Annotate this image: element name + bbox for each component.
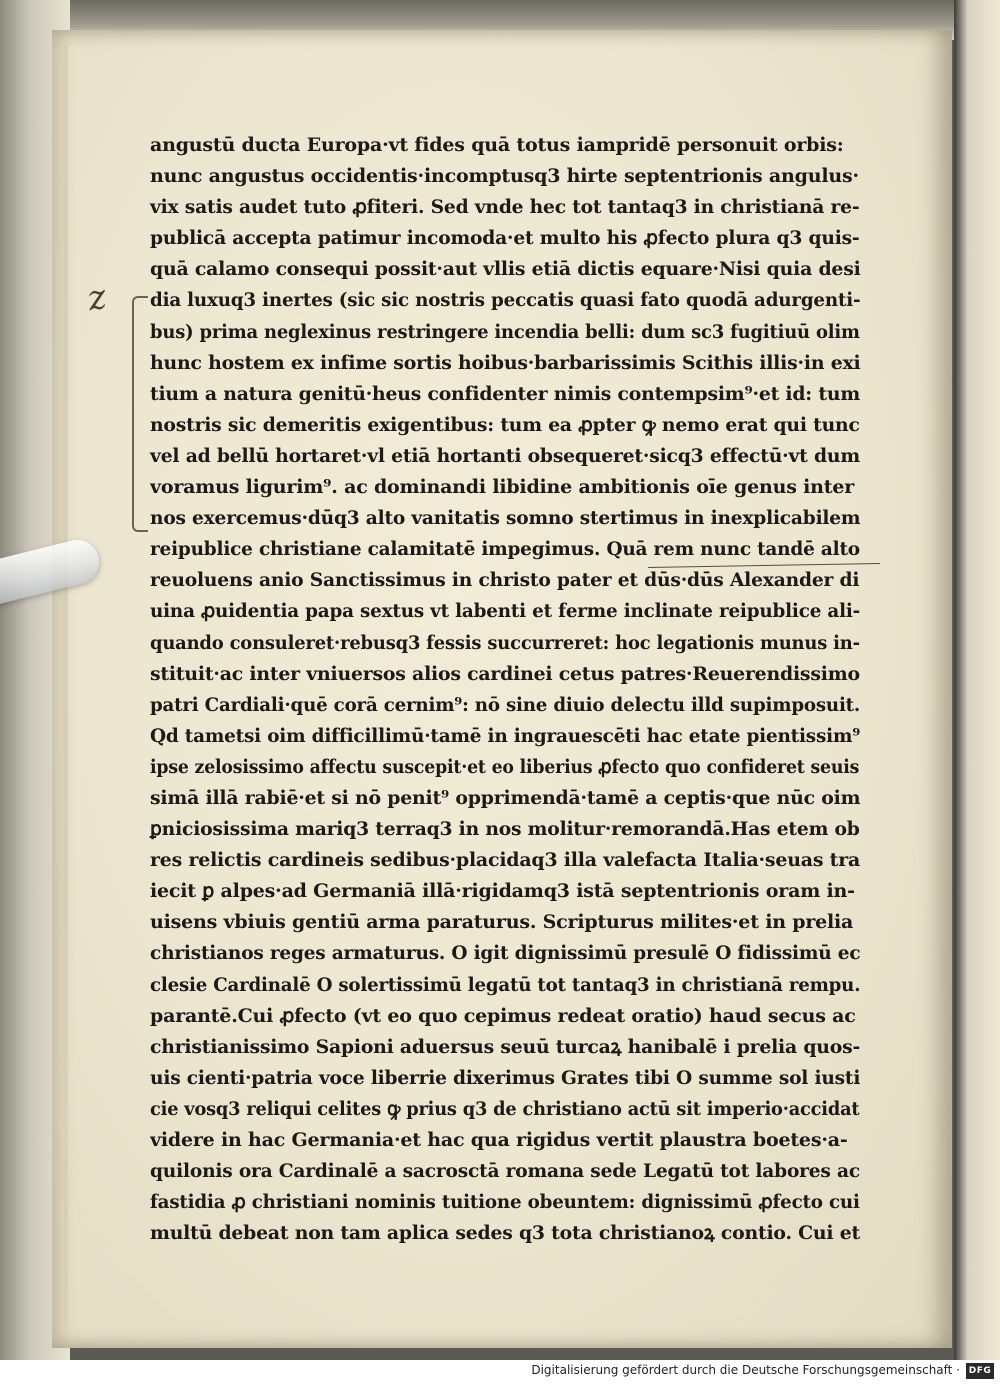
text-line: videre in hac Germania·et hac qua rigidus vertit plaustra boetes·a- — [150, 1129, 848, 1151]
text-line: reipublice christiane calamitatē impegimus. Quā rem nunc tandē alto — [150, 538, 860, 561]
text-line: uina ꝓuidentia papa sextus vt labenti et ferme inclinate reipublice ali- — [150, 600, 861, 623]
text-line: ꝑniciosissima mariq3 terraq3 in nos molitur·remorandā.Has etem ob — [150, 818, 860, 841]
text-line: tium a natura genitū·heus confidenter nimis contempsim⁹·et id: tum — [150, 382, 861, 405]
text-line: angustū ducta Europa·vt fides quā totus iampridē personuit orbis: — [150, 134, 844, 156]
page-stack-edge — [60, 44, 68, 1334]
text-line: clesie Cardinalē O solertissimū legatū tot tantaq3 in christianā rempu. — [150, 973, 861, 996]
margin-annotation: z — [84, 276, 110, 320]
text-line: quā calamo consequi possit·aut vllis etiā dictis equare·Nisi quia desi — [150, 258, 861, 281]
text-line: dia luxuq3 inertes (sic sic nostris peccatis quasi fato quodā adurgenti- — [150, 289, 861, 312]
text-line: res relictis cardineis sedibus·placidaq3 illa valefacta Italia·seuas tra — [150, 849, 861, 872]
text-line: nos exercemus·dūq3 alto vanitatis somno stertimus in inexplicabilem — [150, 507, 861, 530]
margin-bracket-mark — [132, 296, 148, 532]
text-line: Qd tametsi oim difficillimū·tamē in ingrauescēti hac etate pientissim⁹ — [150, 724, 861, 747]
text-line: patri Cardiali·quē corā cernim⁹: nō sine diuio delectu illd supimposuit. — [150, 693, 861, 716]
text-line: christianissimo Sapioni aduersus seuū turcaꝝ hanibalē i prelia quos- — [150, 1035, 861, 1058]
text-line: uisens vbiuis gentiū arma paraturus. Scripturus milites·et in prelia — [150, 911, 854, 934]
text-line: cie vosq3 reliqui celites ꝙ prius q3 de christiano actū sit imperio·accidat — [150, 1097, 860, 1120]
text-line: simā illā rabiē·et si nō penit⁹ opprimendā·tamē a ceptis·que nūc oim — [150, 786, 861, 809]
text-line: parantē.Cui ꝓfecto (vt eo quo cepimus redeat oratio) haud secus ac — [150, 1004, 856, 1027]
digitization-credit: Digitalisierung gefördert durch die Deutsche Forschungsgemeinschaft · — [531, 1363, 960, 1377]
footer-bar — [0, 1360, 1000, 1384]
text-line: nunc angustus occidentis·incomptusq3 hirte septentrionis angulus· — [150, 165, 859, 188]
text-line: vel ad bellū hortaret·vl etiā hortanti obsequeret·sicq3 effectū·vt dum — [150, 444, 860, 467]
text-line: publicā accepta patimur incomoda·et multo his ꝓfecto plura q3 quis- — [150, 227, 860, 250]
text-line: voramus ligurim⁹. ac dominandi libidine ambitionis oīe genus inter — [150, 476, 855, 499]
dfg-logo: DFG — [966, 1363, 994, 1379]
text-line: uis cienti·patria voce liberrie dixerimus Grates tibi O summe sol iusti — [150, 1066, 861, 1089]
text-line: quilonis ora Cardinalē a sacrosctā romana sede Legatū tot labores ac — [150, 1160, 860, 1183]
text-line: iecit ꝑ alpes·ad Germaniā illā·rigidamq3 istā septentrionis oram in- — [150, 880, 855, 903]
text-line: stituit·ac inter vniuersos alios cardinei cetus patres·Reuerendissimo — [150, 662, 860, 685]
text-line: vix satis audet tuto ꝓfiteri. Sed vnde hec tot tantaq3 in christianā re- — [150, 196, 860, 219]
text-line: multū debeat non tam aplica sedes q3 tota christianoꝝ contio. Cui et — [150, 1222, 860, 1245]
text-line: ipse zelosissimo affectu suscepit·et eo liberius ꝓfecto quo confideret seuis — [150, 755, 860, 778]
text-line: quando consuleret·rebusq3 fessis succurreret: hoc legationis munus in- — [150, 631, 860, 654]
text-line: reuoluens anio Sanctissimus in christo pater et dūs·dūs Alexander di — [150, 569, 860, 592]
text-line: bus) prima neglexinus restringere incendia belli: dum sc3 fugitiuū olim — [150, 320, 860, 343]
printed-text-block — [150, 130, 860, 1249]
text-line: christianos reges armaturus. O igit dignissimū presulē O fidissimū ec — [150, 942, 861, 965]
text-line: hunc hostem ex infime sortis hoibus·barbarissimis Scithis illis·in exi — [150, 351, 861, 374]
facing-page-edge — [954, 0, 1000, 1360]
text-line: fastidia ꝓ christiani nominis tuitione obeuntem: dignissimū ꝓfecto cui — [150, 1191, 860, 1214]
text-line: nostris sic demeritis exigentibus: tum ea ꝓpter ꝙ nemo erat qui tunc — [150, 413, 860, 436]
